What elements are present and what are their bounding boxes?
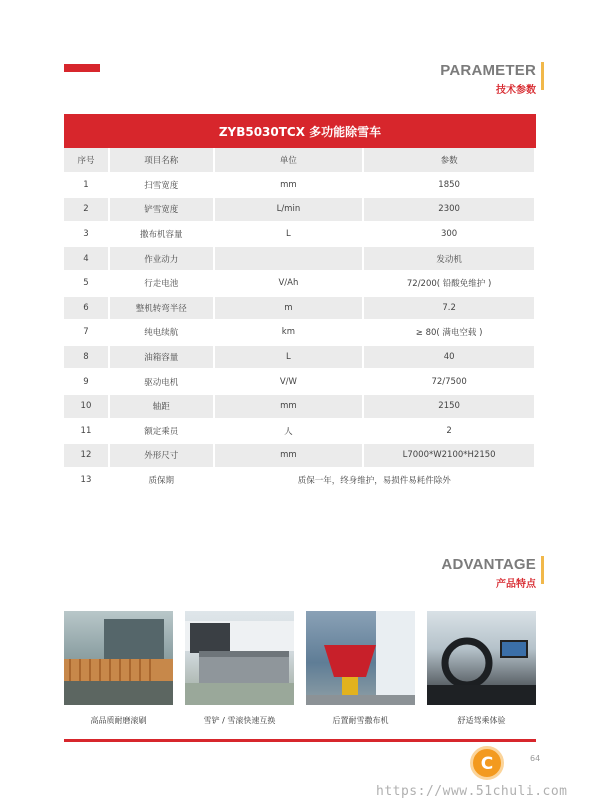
cell-unit: L/min	[214, 197, 364, 222]
table-row	[64, 173, 535, 198]
table-row	[64, 246, 535, 271]
cell-item: 扫雪宽度	[109, 173, 214, 198]
table-row	[64, 296, 535, 321]
cell-unit: V/W	[214, 369, 364, 394]
cell-no: 11	[64, 419, 109, 444]
cell-unit: mm	[214, 173, 364, 198]
cell-unit: 人	[214, 419, 364, 444]
cell-value: 2150	[363, 394, 535, 419]
advantage-gallery	[64, 611, 536, 726]
spec-table-header	[64, 148, 535, 173]
cell-item: 行走电池	[109, 271, 214, 296]
cell-value: 72/200( 铅酸免维护 )	[363, 271, 535, 296]
page-number: 64	[530, 754, 541, 763]
table-row	[64, 369, 535, 394]
cell-item: 轴距	[109, 394, 214, 419]
cell-no: 1	[64, 173, 109, 198]
advantage-title-en: ADVANTAGE	[441, 556, 536, 573]
cell-item: 驱动电机	[109, 369, 214, 394]
cell-item: 整机转弯半径	[109, 296, 214, 321]
accent-bar	[64, 64, 100, 72]
advantage-caption: 舒适驾乘体验	[457, 716, 506, 725]
spreader-photo	[306, 611, 415, 705]
cell-unit: km	[214, 320, 364, 345]
advantage-card	[185, 611, 294, 726]
cell-value: ≥ 80( 满电空载 )	[363, 320, 535, 345]
cell-no: 5	[64, 271, 109, 296]
cell-no: 8	[64, 345, 109, 370]
cell-item: 油箱容量	[109, 345, 214, 370]
cell-value: 7.2	[363, 296, 535, 321]
header-value: 参数	[363, 148, 535, 173]
table-row	[64, 394, 535, 419]
heading-tick	[541, 556, 544, 584]
cell-no: 4	[64, 246, 109, 271]
cell-no: 12	[64, 443, 109, 468]
footer-line	[64, 739, 536, 742]
cell-no: 7	[64, 320, 109, 345]
cell-unit	[214, 246, 364, 271]
parameter-heading	[440, 62, 536, 96]
cell-unit: L	[214, 345, 364, 370]
cell-item: 铲雪宽度	[109, 197, 214, 222]
cell-value: 2	[363, 419, 535, 444]
advantage-title-zh: 产品特点	[496, 579, 536, 590]
cell-unit: mm	[214, 443, 364, 468]
parameter-title-zh: 技术参数	[496, 85, 536, 96]
cabin-photo	[427, 611, 536, 705]
cell-value: 72/7500	[363, 369, 535, 394]
cell-value: 发动机	[363, 246, 535, 271]
cell-value: 2300	[363, 197, 535, 222]
cell-value: L7000*W2100*H2150	[363, 443, 535, 468]
cell-no: 6	[64, 296, 109, 321]
advantage-card	[64, 611, 173, 726]
cell-no: 9	[64, 369, 109, 394]
advantage-caption: 雪铲 / 雪滚快速互换	[203, 716, 276, 725]
table-row	[64, 222, 535, 247]
header-no: 序号	[64, 148, 109, 173]
table-row	[64, 345, 535, 370]
table-row	[64, 271, 535, 296]
advantage-caption: 高品质耐磨滚刷	[90, 716, 147, 725]
cell-value: 300	[363, 222, 535, 247]
advantage-card	[306, 611, 415, 726]
cell-unit: V/Ah	[214, 271, 364, 296]
header-unit: 单位	[214, 148, 364, 173]
table-row	[64, 443, 535, 468]
cell-no: 13	[64, 468, 109, 493]
table-row	[64, 197, 535, 222]
advantage-card	[427, 611, 536, 726]
roller-brush-photo	[64, 611, 173, 705]
table-row	[64, 419, 535, 444]
heading-tick	[541, 62, 544, 90]
cell-item: 纯电续航	[109, 320, 214, 345]
parameter-title-en: PARAMETER	[440, 62, 536, 79]
cell-item: 质保期	[109, 468, 214, 493]
svg-text:C: C	[480, 754, 494, 774]
cell-value: 40	[363, 345, 535, 370]
watermark-url: https://www.51chuli.com	[376, 784, 568, 799]
table-row	[64, 320, 535, 345]
cell-item: 额定乘员	[109, 419, 214, 444]
spec-table-title: ZYB5030TCX 多功能除雪车	[64, 114, 536, 148]
spec-table-section	[64, 114, 536, 493]
cell-unit: m	[214, 296, 364, 321]
table-row-warranty	[64, 468, 535, 493]
brand-logo	[470, 746, 504, 780]
cell-no: 3	[64, 222, 109, 247]
advantage-caption: 后置耐雪撒布机	[332, 716, 389, 725]
header-item: 项目名称	[109, 148, 214, 173]
cell-unit: mm	[214, 394, 364, 419]
cell-item: 撒布机容量	[109, 222, 214, 247]
cell-item: 外形尺寸	[109, 443, 214, 468]
snow-plow-photo	[185, 611, 294, 705]
cell-value: 1850	[363, 173, 535, 198]
cell-item: 作业动力	[109, 246, 214, 271]
cell-warranty-value: 质保一年，终身维护，易损件易耗件除外	[214, 468, 535, 493]
cell-no: 2	[64, 197, 109, 222]
cell-no: 10	[64, 394, 109, 419]
advantage-heading	[441, 556, 536, 590]
spec-table	[64, 148, 536, 493]
cell-unit: L	[214, 222, 364, 247]
